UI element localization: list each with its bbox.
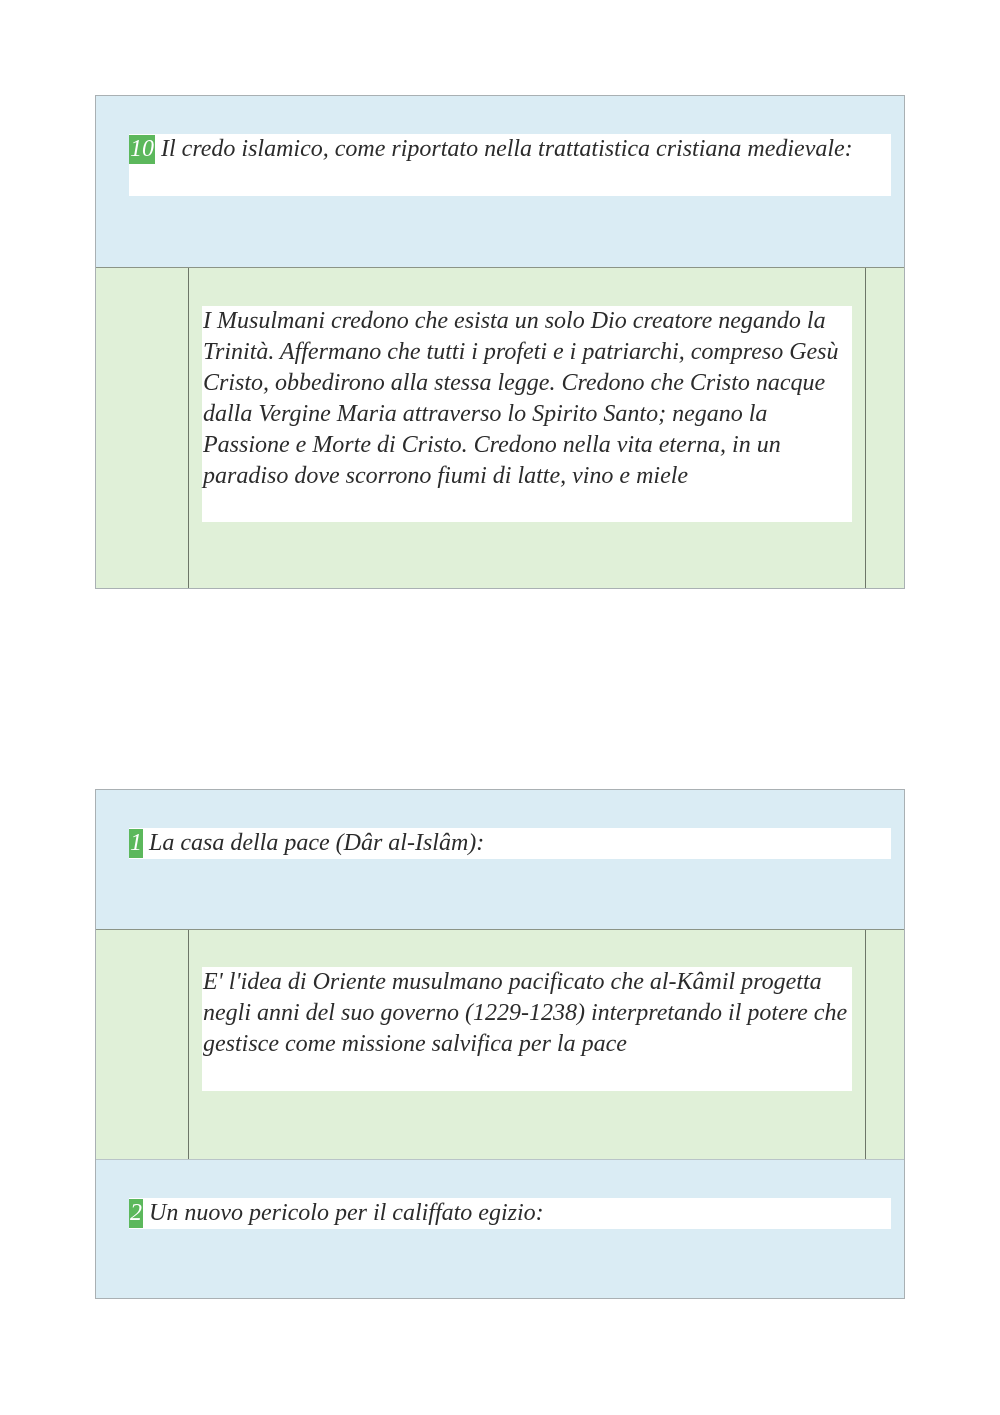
question-text: [129, 134, 891, 196]
question-number-badge: 1: [130, 830, 142, 856]
flashcard-2: [95, 789, 905, 1299]
flashcard-1: [95, 95, 905, 589]
answer-band: [96, 267, 904, 588]
question-label: Il credo islamico, come riportato nella trattatistica cristiana medievale:: [155, 136, 853, 162]
column-divider-right: [865, 930, 866, 1159]
question-band: [96, 96, 904, 267]
question-number-badge: 10: [130, 136, 154, 162]
question-label: Un nuovo pericolo per il califfato egizio:: [143, 1200, 544, 1226]
question-band-next: [96, 1159, 904, 1298]
answer-band: [96, 929, 904, 1159]
answer-text: E' l'idea di Oriente musulmano pacificato che al-Kâmil progetta negli anni del suo governo (1229-1238) interpretando il potere che gestisce come missione salvifica per la pace: [202, 967, 852, 1091]
question-text: [129, 828, 891, 859]
question-label: La casa della pace (Dâr al-Islâm):: [143, 830, 485, 856]
question-text: [129, 1198, 891, 1229]
question-band: [96, 790, 904, 929]
question-number-badge: 2: [130, 1200, 142, 1226]
column-divider-left: [188, 930, 189, 1159]
answer-text: I Musulmani credono che esista un solo Dio creatore negando la Trinità. Affermano che tutti i profeti e i patriarchi, compreso Gesù Cristo, obbedirono alla stessa legge. Credono che Cristo nacque dalla Vergine Maria attraverso lo Spirito Santo; negano la Passione e Morte di Cristo. Credono nella vita eterna, in un paradiso dove scorrono fiumi di latte, vino e miele: [202, 306, 852, 522]
column-divider-right: [865, 268, 866, 588]
column-divider-left: [188, 268, 189, 588]
